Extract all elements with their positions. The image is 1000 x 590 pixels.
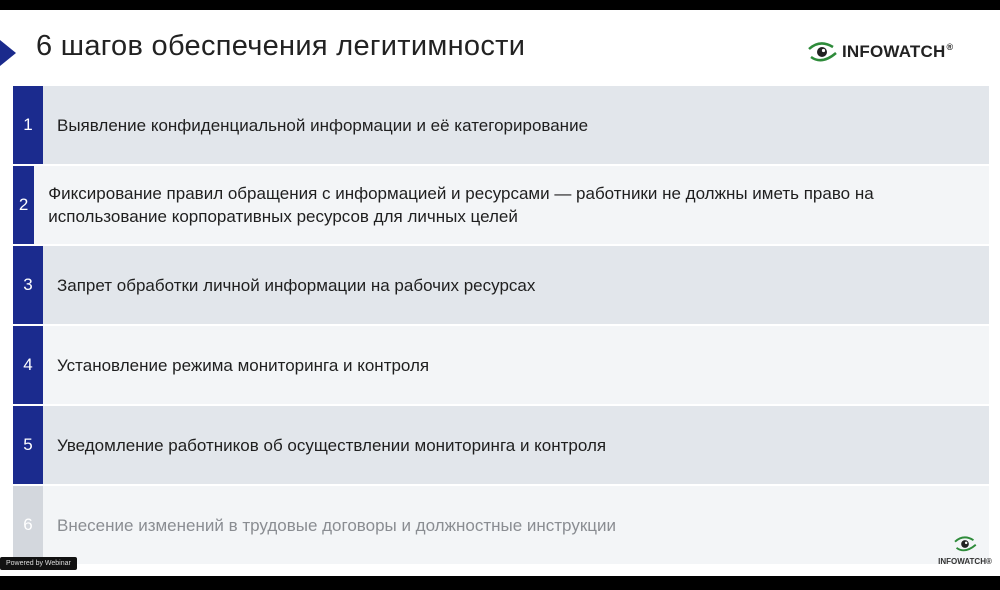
step-text: Внесение изменений в трудовые договоры и должностные инструкции [57, 515, 616, 535]
step-text: Запрет обработки личной информации на рабочих ресурсах [57, 275, 536, 295]
eye-icon [952, 534, 978, 554]
step-number: 1 [13, 86, 43, 164]
step-text: Выявление конфиденциальной информации и её категорирование [57, 115, 589, 135]
powered-by-badge[interactable]: Powered by Webinar [0, 557, 77, 570]
infowatch-logo [806, 37, 953, 67]
step-number: 3 [13, 246, 43, 324]
steps-list [13, 86, 989, 566]
step-row-6 [13, 486, 989, 564]
slide [0, 10, 1000, 576]
step-row-2 [13, 166, 989, 244]
watermark-text: INFOWATCH® [938, 557, 992, 566]
step-row-5 [13, 406, 989, 484]
step-number: 6 [13, 486, 43, 564]
eye-icon [806, 39, 838, 65]
step-text: Установление режима мониторинга и контроля [57, 355, 430, 375]
step-number: 2 [13, 166, 34, 244]
slide-title: 6 шагов обеспечения легитимности [36, 30, 526, 62]
step-text: Фиксирование правил обращения с информацией и ресурсами — работники не должны иметь право на использование корпоративных ресурсов для личных целей [48, 184, 874, 226]
step-row-4 [13, 326, 989, 404]
step-text: Уведомление работников об осуществлении мониторинга и контроля [57, 435, 607, 455]
title-marker [0, 40, 16, 66]
watermark-logo [930, 534, 1000, 576]
step-number: 5 [13, 406, 43, 484]
step-row-1 [13, 86, 989, 164]
step-row-3 [13, 246, 989, 324]
logo-text: INFOWATCH® [842, 42, 954, 61]
step-number: 4 [13, 326, 43, 404]
